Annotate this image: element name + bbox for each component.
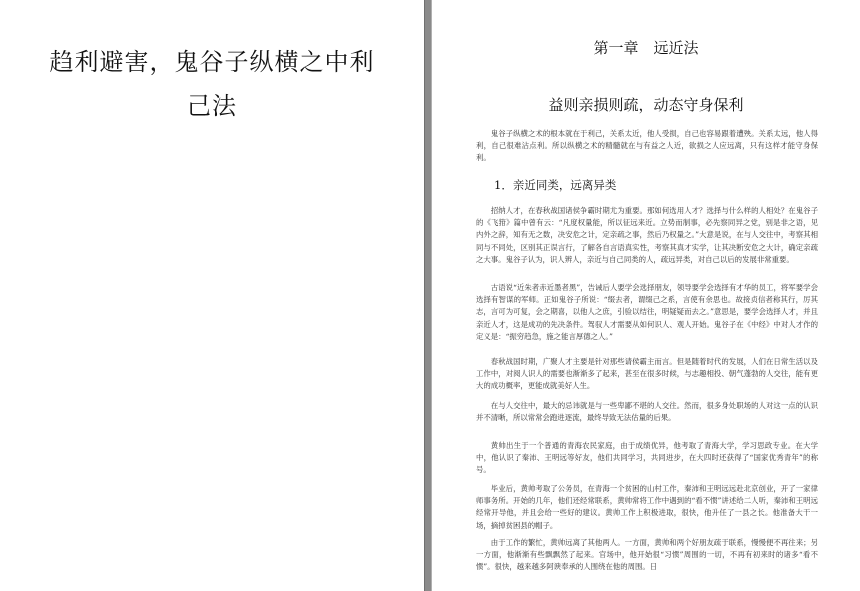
subsection-title: 1．亲近同类，远离异类 — [494, 178, 617, 192]
body-paragraph: 招纳人才，在春秋战国诸侯争霸时期尤为重要。那如何选用人才？选择与什么样的人相处？在鬼谷子的《飞箝》篇中曾有云：“凡度权量能，所以征远来近。立势而制事，必先察同异之党，别是非之语，见内外之辞，知有无之数，决安危之计，定亲疏之事，然后乃权量之。”大意是说，在与人交往中，考察其相同与不同处，区别其正误言行，了解各自言语真实性，考察其真才实学，让其决断安危之大计，确定亲疏之大事。鬼谷子认为，识人辨人，亲近与自己同类的人，疏远异类，对自己以后的发展非常重要。 — [476, 206, 818, 264]
page-divider — [424, 0, 432, 591]
book-title-line-2: 己法 — [187, 92, 237, 120]
body-paragraph: 由于工作的繁忙，黄帅远离了其他两人。一方面，黄帅和两个好朋友疏于联系，慢慢便不再往来；另一方面，他渐渐有些飘飘然了起来。官场中，他开始很“习惯”周围的一切，不再有初来时的诸多“看不惯”。很快，越来越多阿谀奉承的人围绕在他的周围。日 — [476, 538, 818, 572]
intro-paragraph: 鬼谷子纵横之术的根本就在于利己，关系太近，他人受损，自己也容易跟着遭殃。关系太远，他人得利，自己很难沾点利。所以纵横之术的精髓就在与有益之人近，欲损之人应远离，只有这样才能守身保利。 — [476, 129, 818, 163]
body-paragraph: 古语说“近朱者赤近墨者黑”，告诫后人要学会选择朋友，领导要学会选择有才华的员工，将军要学会选择有智谋的军师。正如鬼谷子所说：“缀去者，谓缀己之系，言使有余思也。故接贞信者称其行，厉其志，言可为可复，会之期喜，以他人之庶，引验以结往，明疑疑而去之。”意思是，要学会选择人才，并且亲近人才，这是成功的先决条件。驾驭人才需要从如何识人、观人开始。鬼谷子在《中经》中对人才作的定义是：“振穷趋急，施之能言厚德之人。” — [476, 283, 818, 341]
section-title: 益则亲损则疏，动态守身保利 — [548, 96, 744, 114]
body-paragraph: 毕业后，黄帅考取了公务员，在青海一个贫困的山村工作，秦沛和王明远远赴北京创业，开了一家律师事务所。开始的几年，他们还经常联系，黄帅常将工作中遇到的“看不惯”讲述给二人听，秦沛和王明远经常开导他，并且会给一些好的建议。黄帅工作上积极进取，很快，他升任了一县之长。他准备大干一场，摘掉贫困县的帽子。 — [476, 484, 818, 530]
book-title-line-1: 趋利避害，鬼谷子纵横之中利 — [49, 48, 375, 76]
chapter-title: 第一章 远近法 — [593, 39, 699, 57]
right-page — [432, 0, 860, 591]
body-paragraph: 春秋战国时期，广聚人才主要是针对那些请侯霸主而言。但是随着时代的发展，人们在日常生活以及工作中，对阅人识人的需要也渐渐多了起来，甚至在很多时候，与志趣相投、朝气蓬勃的人交往，能有更大的成功概率，更能成就美好人生。 — [476, 357, 818, 391]
left-page — [0, 0, 424, 591]
book-title — [30, 40, 394, 128]
body-paragraph: 黄帅出生于一个普通的青海农民家庭，由于成绩优异，他考取了青海大学，学习思政专业。在大学中，他认识了秦沛、王明远等好友，他们共同学习，共同进步，在大四时还获得了“国家优秀青年”的称号。 — [476, 441, 818, 475]
body-paragraph: 在与人交往中，最大的忌讳就是与一些卑鄙不堪的人交往。然而，很多身处职场的人对这一点的认识并不清晰，所以常常会跑进逐流，最终导致无法估量的后果。 — [476, 401, 818, 423]
